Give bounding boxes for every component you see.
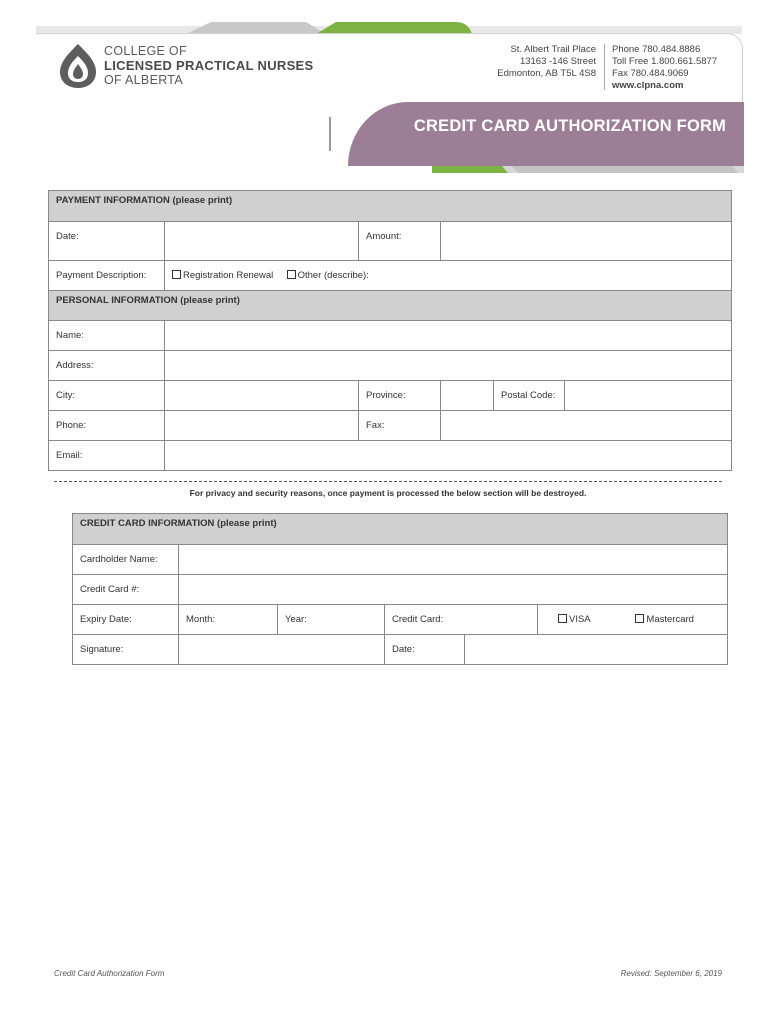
date-field[interactable] — [165, 222, 359, 261]
card-type-label: Credit Card: — [385, 605, 538, 635]
org-name-line2: LICENSED PRACTICAL NURSES — [104, 58, 314, 73]
title-green-strip — [432, 166, 744, 173]
postal-code-field[interactable] — [565, 381, 732, 411]
card-number-field[interactable] — [179, 575, 728, 605]
amount-field[interactable] — [441, 222, 732, 261]
amount-label: Amount: — [359, 222, 441, 261]
clpna-flame-logo-icon — [56, 42, 100, 90]
email-label: Email: — [49, 441, 165, 471]
cut-line — [54, 481, 722, 482]
checkbox-icon[interactable] — [287, 270, 296, 279]
name-label: Name: — [49, 321, 165, 351]
phone-label: Phone: — [49, 411, 165, 441]
province-field[interactable] — [441, 381, 494, 411]
footer-form-name: Credit Card Authorization Form — [54, 969, 165, 978]
form-title: CREDIT CARD AUTHORIZATION FORM — [413, 117, 727, 135]
privacy-note: For privacy and security reasons, once payment is processed the below section will be destroyed. — [189, 488, 587, 498]
credit-card-section-heading: CREDIT CARD INFORMATION (please print) — [73, 514, 728, 545]
address-line1: St. Albert Trail Place — [510, 44, 596, 55]
checkbox-icon[interactable] — [558, 614, 567, 623]
personal-section-heading: PERSONAL INFORMATION (please print) — [49, 291, 732, 321]
fax-text: Fax 780.484.9069 — [612, 68, 689, 79]
city-field[interactable] — [165, 381, 359, 411]
title-accent-bar — [329, 117, 331, 151]
phone-field[interactable] — [165, 411, 359, 441]
footer-revised-date: Revised: September 6, 2019 — [620, 969, 722, 978]
date-label: Date: — [49, 222, 165, 261]
fax-label: Fax: — [359, 411, 441, 441]
address-line2: 13163 -146 Street — [519, 56, 596, 67]
website-link[interactable]: www.clpna.com — [612, 80, 684, 91]
expiry-month-field[interactable] — [179, 605, 278, 635]
header-divider — [604, 44, 605, 90]
credit-card-table — [72, 513, 728, 665]
payment-description-label: Payment Description: — [49, 261, 165, 291]
toll-free-text: Toll Free 1.800.661.5877 — [612, 56, 718, 67]
payment-section-heading: PAYMENT INFORMATION (please print) — [49, 191, 732, 222]
other-option[interactable]: Other (describe): — [287, 270, 369, 281]
month-label: Month: — [186, 614, 216, 625]
phone-text: Phone 780.484.8886 — [612, 44, 701, 55]
signature-date-field[interactable] — [465, 635, 728, 665]
year-label: Year: — [285, 614, 307, 625]
province-label: Province: — [359, 381, 441, 411]
org-address — [440, 44, 596, 80]
expiry-date-label: Expiry Date: — [73, 605, 179, 635]
header-color-band — [36, 20, 742, 34]
visa-option[interactable]: VISA — [558, 614, 590, 625]
signature-field[interactable] — [179, 635, 385, 665]
cardholder-name-label: Cardholder Name: — [73, 545, 179, 575]
postal-code-label: Postal Code: — [494, 381, 565, 411]
card-type-options — [538, 605, 728, 635]
payment-personal-table — [48, 190, 732, 471]
registration-renewal-option[interactable]: Registration Renewal — [172, 270, 273, 281]
email-field[interactable] — [165, 441, 732, 471]
card-number-label: Credit Card #: — [73, 575, 179, 605]
signature-label: Signature: — [73, 635, 179, 665]
checkbox-icon[interactable] — [635, 614, 644, 623]
name-field[interactable] — [165, 321, 732, 351]
expiry-year-field[interactable] — [278, 605, 385, 635]
checkbox-icon[interactable] — [172, 270, 181, 279]
signature-date-label: Date: — [385, 635, 465, 665]
address-label: Address: — [49, 351, 165, 381]
org-contact — [612, 44, 742, 92]
mastercard-option[interactable]: Mastercard — [635, 614, 694, 625]
city-label: City: — [49, 381, 165, 411]
payment-description-options — [165, 261, 732, 291]
org-name-line3: OF ALBERTA — [104, 73, 183, 87]
org-name-line1: COLLEGE OF — [104, 44, 187, 58]
cardholder-name-field[interactable] — [179, 545, 728, 575]
address-field[interactable] — [165, 351, 732, 381]
fax-field[interactable] — [441, 411, 732, 441]
address-line3: Edmonton, AB T5L 4S8 — [497, 68, 596, 79]
